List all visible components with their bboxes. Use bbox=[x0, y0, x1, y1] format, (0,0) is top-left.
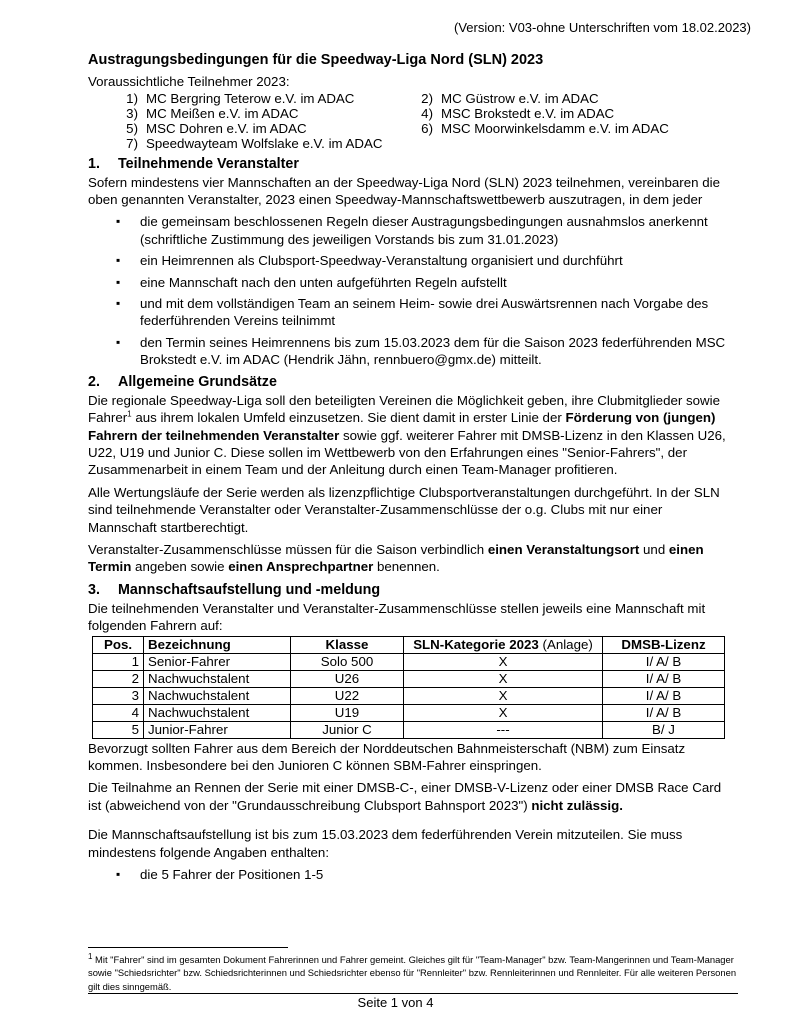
footnote-ref: 1 bbox=[127, 409, 132, 419]
section-1-intro: Sofern mindestens vier Mannschaften an der Speedway-Liga Nord (SLN) 2023 teilnehmen, vereinbaren die oben genannten Veranstalter, 2023 einen Speedway-Mannschaftswettbewerb auszutragen, in dem jeder bbox=[88, 174, 720, 208]
version-note: (Version: V03-ohne Unterschriften vom 18.02.2023) bbox=[453, 20, 751, 35]
bullet-item: ▪ die gemeinsam beschlossenen Regeln dieser Austragungsbedingungen ausnahmslos anerkennt (schriftliche Zustimmung des jeweiligen Vorstands bis zum 31.01.2023) bbox=[114, 213, 733, 248]
section-3-paragraph-3: Die Mannschaftsaufstellung ist bis zum 15.03.2023 dem federführenden Verein mitzuteilen. Sie muss mindestens folgende Angaben enthalten: bbox=[88, 827, 683, 860]
footnote: $^1$ Mit "Fahrer" sind im gesamten Dokument Fahrerinnen und Fahrer gemeint. Gleiches gilt für "Team-Manager" bzw. Team-Mangerinnen und Team-Manager sowie "Schiedsrichter" bzw. Schiedsrichterinnen und Schiedsrichter ebenso für "Rennleiter" bzw. Rennleiterinnen und Rennleiter. Für alle weiteren Personen gilt dies sinngemäß. bbox=[88, 951, 737, 992]
table-header-row bbox=[93, 636, 725, 653]
participants-list bbox=[88, 91, 733, 152]
page-content bbox=[88, 52, 733, 887]
participant-item: 3) MC Meißen e.V. im ADAC bbox=[126, 106, 299, 122]
section-2-heading: 2. Allgemeine Grundsätze bbox=[88, 373, 277, 390]
participant-item: 1) MC Bergring Teterow e.V. im ADAC bbox=[126, 90, 355, 106]
section-3-bullets bbox=[88, 866, 733, 883]
section-3-paragraph-2: Die Teilnahme an Rennen der Serie mit einer DMSB-C-, einer DMSB-V-Lizenz oder einer DMSB Race Card ist (abweichend von der "Grundausschreibung Clubsport Bahnsport 2023") nicht zulässig. bbox=[88, 780, 722, 813]
page-number: Seite 1 von 4 bbox=[357, 995, 434, 1010]
bullet-item: ▪ die 5 Fahrer der Positionen 1-5 bbox=[114, 866, 733, 883]
col-header-kategorie: SLN-Kategorie 2023 (Anlage) bbox=[404, 636, 603, 653]
table-row: 1 Senior-Fahrer Solo 500 X I/ A/ B bbox=[93, 653, 725, 670]
col-header-klasse: Klasse bbox=[291, 636, 404, 653]
bullet-item: ▪ den Termin seines Heimrennens bis zum 15.03.2023 dem für die Saison 2023 federführenden MSC Brokstedt e.V. im ADAC (Hendrik Jähn, rennbuero@gmx.de) mitteilt. bbox=[114, 334, 733, 369]
footnote-separator bbox=[88, 947, 288, 948]
participant-item: 7) Speedwayteam Wolfslake e.V. im ADAC bbox=[126, 136, 383, 152]
table-row: 2 Nachwuchstalent U26 X I/ A/ B bbox=[93, 670, 725, 687]
col-header-bezeichnung: Bezeichnung bbox=[144, 636, 291, 653]
section-2-paragraph-1: Die regionale Speedway-Liga soll den beteiligten Vereinen die Möglichkeit geben, ihre Clubmitglieder sowie Fahrer$^1$ aus ihrem lokalen Umfeld einzusetzen. Sie dient damit in erster Linie der Förderung von (jungen) Fahrern der teilnehmenden Veranstalter sowie ggf. weiterer Fahrer mit DMSB-Lizenz in den Klassen U26, U22, U19 und Junior C. Diese sollen im Wettbewerb von den Erfahrungen eines "Senior-Fahrers", der Zusammenarbeit in einem Team und der Anleitung durch einen Team-Manager profitieren. bbox=[88, 392, 726, 478]
section-3-intro: Die teilnehmenden Veranstalter und Veranstalter-Zusammenschlüsse stellen jeweils eine Mannschaft mit folgenden Fahrern auf: bbox=[88, 600, 706, 634]
document-title: Austragungsbedingungen für die Speedway-Liga Nord (SLN) 2023 bbox=[88, 52, 544, 68]
bullet-item: ▪ eine Mannschaft nach den unten aufgeführten Regeln aufstellt bbox=[114, 274, 733, 291]
table-row: 5 Junior-Fahrer Junior C --- B/ J bbox=[93, 721, 725, 738]
participant-item: 5) MSC Dohren e.V. im ADAC bbox=[126, 121, 307, 137]
bullet-item: ▪ ein Heimrennen als Clubsport-Speedway-Veranstaltung organisiert und durchführt bbox=[114, 252, 733, 269]
section-2-paragraph-2: Alle Wertungsläufe der Serie werden als lizenzpflichtige Clubsportveranstaltungen durchgeführt. In der SLN sind teilnehmende Veranstalter oder Veranstalter-Zusammenschlüsse der o.g. Clubs mit nur einer Mannschaft startberechtigt. bbox=[88, 484, 720, 535]
table-row: 4 Nachwuchstalent U19 X I/ A/ B bbox=[93, 704, 725, 721]
bullet-item: ▪ und mit dem vollständigen Team an seinem Heim- sowie drei Auswärtsrennen nach Vorgabe des federführenden Vereins teilnimmt bbox=[114, 295, 733, 330]
section-2-paragraph-3: Veranstalter-Zusammenschlüsse müssen für die Saison verbindlich einen Veranstaltungsort und einen Termin angeben sowie einen Ansprechpartner benennen. bbox=[88, 541, 704, 575]
footnote-number: 1 bbox=[88, 951, 93, 961]
participant-item: 4) MSC Brokstedt e.V. im ADAC bbox=[421, 106, 615, 122]
participant-item: 2) MC Güstrow e.V. im ADAC bbox=[421, 90, 599, 106]
section-1-heading: 1. Teilnehmende Veranstalter bbox=[88, 155, 299, 172]
table-row: 3 Nachwuchstalent U22 X I/ A/ B bbox=[93, 687, 725, 704]
footer-rule bbox=[88, 993, 738, 994]
section-3-paragraph-1: Bevorzugt sollten Fahrer aus dem Bereich der Norddeutschen Bahnmeisterschaft (NBM) zum Einsatz kommen. Insbesondere bei den Junioren C können SBM-Fahrer einspringen. bbox=[88, 740, 686, 773]
section-1-bullets bbox=[88, 213, 733, 368]
participant-item: 6) MSC Moorwinkelsdamm e.V. im ADAC bbox=[421, 121, 669, 137]
participants-label: Voraussichtliche Teilnehmer 2023: bbox=[88, 74, 290, 90]
team-table bbox=[92, 636, 725, 739]
col-header-lizenz: DMSB-Lizenz bbox=[603, 636, 725, 653]
col-header-pos: Pos. bbox=[93, 636, 144, 653]
section-3-heading: 3. Mannschaftsaufstellung und -meldung bbox=[88, 581, 381, 598]
